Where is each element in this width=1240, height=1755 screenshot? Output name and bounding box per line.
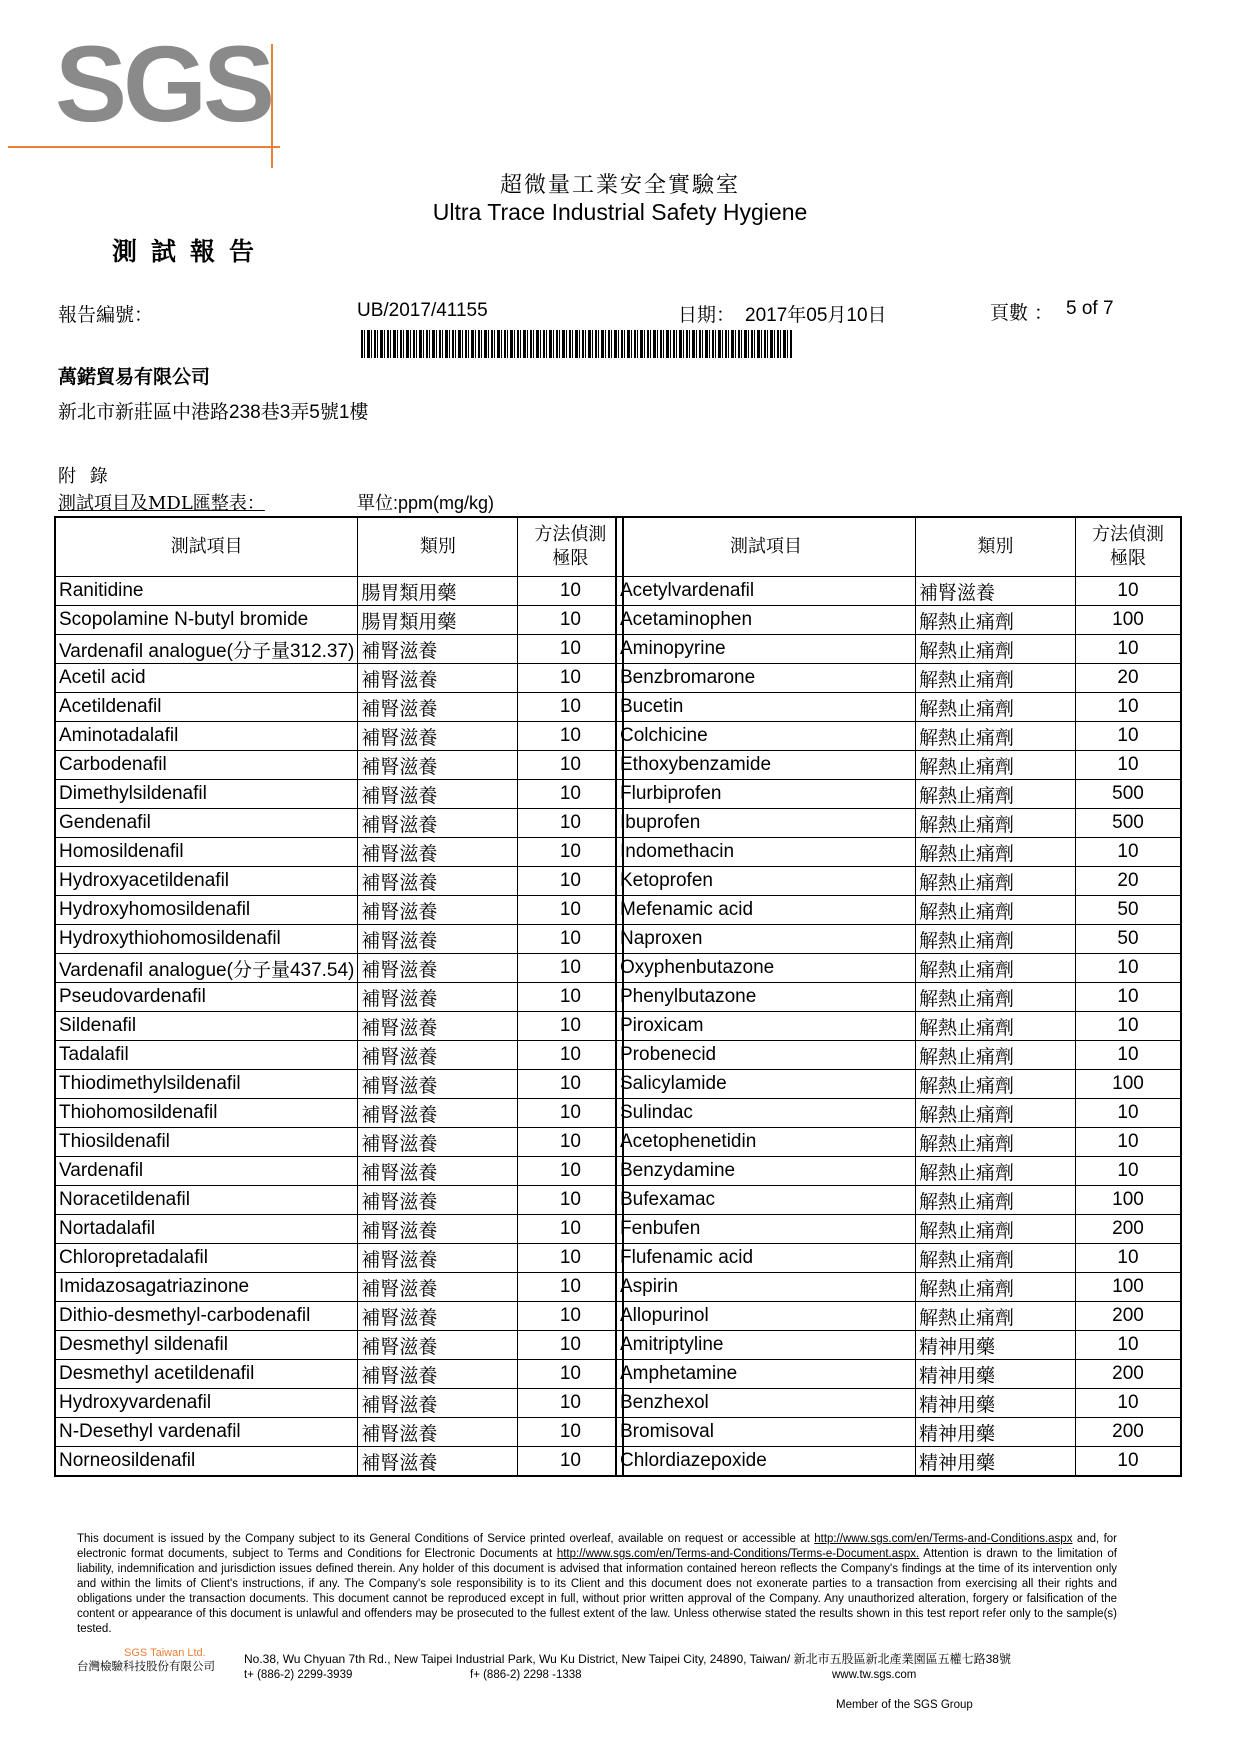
logo-divider-horizontal bbox=[8, 146, 280, 148]
mdl-cell: 10 bbox=[518, 954, 624, 983]
test-item-cell: Norneosildenafil bbox=[55, 1447, 358, 1477]
test-item-cell: Vardenafil analogue(分子量437.54) bbox=[55, 954, 358, 983]
category-cell: 解熱止痛劑 bbox=[916, 606, 1076, 635]
mdl-cell: 10 bbox=[1076, 954, 1182, 983]
mdl-cell: 10 bbox=[1076, 635, 1182, 664]
test-item-cell: Acetildenafil bbox=[55, 693, 358, 722]
mdl-cell: 10 bbox=[518, 983, 624, 1012]
table-row bbox=[616, 1157, 1181, 1186]
mdl-cell: 10 bbox=[1076, 1012, 1182, 1041]
table-row bbox=[55, 983, 623, 1012]
category-cell: 補腎滋養 bbox=[358, 635, 518, 664]
table-row bbox=[55, 1012, 623, 1041]
test-item-cell: Desmethyl sildenafil bbox=[55, 1331, 358, 1360]
mdl-cell: 10 bbox=[518, 1128, 624, 1157]
category-cell: 解熱止痛劑 bbox=[916, 1041, 1076, 1070]
table-row bbox=[55, 577, 623, 606]
mdl-cell: 10 bbox=[1076, 1157, 1182, 1186]
page-number: 5 of 7 bbox=[1066, 298, 1114, 319]
mdl-cell: 200 bbox=[1076, 1302, 1182, 1331]
test-item-cell: Carbodenafil bbox=[55, 751, 358, 780]
header-test-item: 測試項目 bbox=[55, 517, 358, 577]
table-row bbox=[616, 780, 1181, 809]
header-category: 類別 bbox=[916, 517, 1076, 577]
mdl-cell: 10 bbox=[1076, 1331, 1182, 1360]
table-row bbox=[55, 1418, 623, 1447]
test-item-cell: Flufenamic acid bbox=[616, 1244, 916, 1273]
test-item-cell: Chloropretadalafil bbox=[55, 1244, 358, 1273]
table-row bbox=[616, 838, 1181, 867]
table-row bbox=[616, 1128, 1181, 1157]
test-item-cell: Hydroxythiohomosildenafil bbox=[55, 925, 358, 954]
table-row bbox=[55, 693, 623, 722]
test-item-cell: Dimethylsildenafil bbox=[55, 780, 358, 809]
test-item-cell: Scopolamine N-butyl bromide bbox=[55, 606, 358, 635]
category-cell: 解熱止痛劑 bbox=[916, 1012, 1076, 1041]
category-cell: 補腎滋養 bbox=[358, 693, 518, 722]
test-item-cell: Sulindac bbox=[616, 1099, 916, 1128]
mdl-cell: 10 bbox=[1076, 1389, 1182, 1418]
test-item-cell: Sildenafil bbox=[55, 1012, 358, 1041]
table-row bbox=[55, 809, 623, 838]
test-item-cell: Aminotadalafil bbox=[55, 722, 358, 751]
table-row bbox=[55, 606, 623, 635]
category-cell: 解熱止痛劑 bbox=[916, 693, 1076, 722]
test-item-cell: Vardenafil analogue(分子量312.37) bbox=[55, 635, 358, 664]
category-cell: 解熱止痛劑 bbox=[916, 722, 1076, 751]
table-row bbox=[616, 1360, 1181, 1389]
table-row bbox=[55, 1273, 623, 1302]
table-row bbox=[616, 1186, 1181, 1215]
category-cell: 補腎滋養 bbox=[358, 1273, 518, 1302]
test-item-cell: Acetylvardenafil bbox=[616, 577, 916, 606]
test-item-cell: Mefenamic acid bbox=[616, 896, 916, 925]
mdl-cell: 20 bbox=[1076, 867, 1182, 896]
mdl-cell: 10 bbox=[518, 1244, 624, 1273]
table-row bbox=[55, 954, 623, 983]
mdl-cell: 100 bbox=[1076, 606, 1182, 635]
table-row bbox=[55, 1070, 623, 1099]
table-row bbox=[55, 925, 623, 954]
member-of-sgs: Member of the SGS Group bbox=[836, 1699, 973, 1711]
category-cell: 解熱止痛劑 bbox=[916, 1186, 1076, 1215]
mdl-cell: 500 bbox=[1076, 780, 1182, 809]
table-row bbox=[616, 1099, 1181, 1128]
table-row bbox=[616, 635, 1181, 664]
category-cell: 補腎滋養 bbox=[358, 1070, 518, 1099]
test-item-cell: Gendenafil bbox=[55, 809, 358, 838]
test-item-cell: Oxyphenbutazone bbox=[616, 954, 916, 983]
table-row bbox=[616, 1418, 1181, 1447]
mdl-cell: 10 bbox=[518, 1186, 624, 1215]
test-item-cell: Naproxen bbox=[616, 925, 916, 954]
category-cell: 補腎滋養 bbox=[358, 1012, 518, 1041]
category-cell: 補腎滋養 bbox=[358, 1244, 518, 1273]
logo-divider-vertical bbox=[271, 44, 273, 168]
category-cell: 補腎滋養 bbox=[358, 722, 518, 751]
category-cell: 補腎滋養 bbox=[358, 1302, 518, 1331]
category-cell: 補腎滋養 bbox=[916, 577, 1076, 606]
category-cell: 解熱止痛劑 bbox=[916, 1244, 1076, 1273]
mdl-cell: 10 bbox=[518, 1070, 624, 1099]
category-cell: 精神用藥 bbox=[916, 1389, 1076, 1418]
mdl-cell: 10 bbox=[518, 751, 624, 780]
mdl-cell: 10 bbox=[1076, 693, 1182, 722]
category-cell: 解熱止痛劑 bbox=[916, 954, 1076, 983]
category-cell: 補腎滋養 bbox=[358, 1447, 518, 1477]
category-cell: 解熱止痛劑 bbox=[916, 1302, 1076, 1331]
mdl-cell: 200 bbox=[1076, 1360, 1182, 1389]
unit-label: 單位:ppm(mg/kg) bbox=[357, 493, 495, 513]
mdl-cell: 10 bbox=[518, 925, 624, 954]
mdl-cell: 10 bbox=[518, 1389, 624, 1418]
category-cell: 補腎滋養 bbox=[358, 983, 518, 1012]
mdl-cell: 10 bbox=[518, 635, 624, 664]
category-cell: 解熱止痛劑 bbox=[916, 1157, 1076, 1186]
category-cell: 補腎滋養 bbox=[358, 867, 518, 896]
test-item-cell: Phenylbutazone bbox=[616, 983, 916, 1012]
report-number-label: 報告編號： bbox=[58, 304, 154, 326]
table-row bbox=[55, 780, 623, 809]
category-cell: 補腎滋養 bbox=[358, 925, 518, 954]
table-row bbox=[55, 1099, 623, 1128]
mdl-cell: 10 bbox=[518, 1273, 624, 1302]
test-item-cell: Probenecid bbox=[616, 1041, 916, 1070]
table-row bbox=[55, 751, 623, 780]
category-cell: 補腎滋養 bbox=[358, 1418, 518, 1447]
mdl-cell: 10 bbox=[1076, 983, 1182, 1012]
test-item-cell: Ranitidine bbox=[55, 577, 358, 606]
table-row bbox=[616, 867, 1181, 896]
mdl-cell: 20 bbox=[1076, 664, 1182, 693]
client-company: 萬鍩貿易有限公司 bbox=[58, 367, 211, 388]
test-item-cell: N-Desethyl vardenafil bbox=[55, 1418, 358, 1447]
mdl-cell: 10 bbox=[518, 693, 624, 722]
test-item-cell: Thiosildenafil bbox=[55, 1128, 358, 1157]
test-item-cell: Benzhexol bbox=[616, 1389, 916, 1418]
category-cell: 解熱止痛劑 bbox=[916, 635, 1076, 664]
mdl-cell: 10 bbox=[518, 1447, 624, 1477]
mdl-cell: 500 bbox=[1076, 809, 1182, 838]
test-item-cell: Ibuprofen bbox=[616, 809, 916, 838]
category-cell: 解熱止痛劑 bbox=[916, 838, 1076, 867]
table-row bbox=[55, 1302, 623, 1331]
category-cell: 補腎滋養 bbox=[358, 1099, 518, 1128]
mdl-cell: 10 bbox=[1076, 1447, 1182, 1477]
report-title: 測試報告 bbox=[112, 237, 269, 266]
table-row bbox=[616, 1447, 1181, 1477]
category-cell: 補腎滋養 bbox=[358, 1128, 518, 1157]
category-cell: 解熱止痛劑 bbox=[916, 925, 1076, 954]
category-cell: 補腎滋養 bbox=[358, 780, 518, 809]
header-category: 類別 bbox=[358, 517, 518, 577]
category-cell: 解熱止痛劑 bbox=[916, 1128, 1076, 1157]
page-label: 頁數 ： bbox=[990, 302, 1054, 324]
table-row bbox=[55, 635, 623, 664]
mdl-cell: 10 bbox=[518, 809, 624, 838]
mdl-cell: 10 bbox=[1076, 751, 1182, 780]
date-label: 日期： bbox=[678, 305, 736, 326]
category-cell: 補腎滋養 bbox=[358, 1215, 518, 1244]
test-item-cell: Homosildenafil bbox=[55, 838, 358, 867]
mdl-cell: 10 bbox=[518, 577, 624, 606]
table-row bbox=[616, 954, 1181, 983]
test-item-cell: Vardenafil bbox=[55, 1157, 358, 1186]
table-header-row bbox=[616, 517, 1181, 577]
telephone: t+ (886-2) 2299-3939 bbox=[244, 1669, 353, 1681]
mdl-cell: 10 bbox=[518, 1302, 624, 1331]
test-item-cell: Nortadalafil bbox=[55, 1215, 358, 1244]
table-row bbox=[616, 809, 1181, 838]
company-address: No.38, Wu Chyuan 7th Rd., New Taipei Industrial Park, Wu Ku District, New Taipei City, 24890, Taiwan/ 新北市五股區新北產業園區五權七路38號 bbox=[244, 1652, 1011, 1666]
website: www.tw.sgs.com bbox=[832, 1669, 917, 1681]
table-row bbox=[616, 1331, 1181, 1360]
table-row bbox=[55, 1389, 623, 1418]
lab-name-english: Ultra Trace Industrial Safety Hygiene bbox=[432, 199, 808, 225]
table-row bbox=[616, 896, 1181, 925]
category-cell: 解熱止痛劑 bbox=[916, 1215, 1076, 1244]
barcode bbox=[361, 330, 792, 358]
mdl-cell: 10 bbox=[1076, 722, 1182, 751]
mdl-cell: 10 bbox=[518, 664, 624, 693]
header-mdl: 方法偵測 極限 bbox=[518, 517, 624, 577]
test-item-cell: Thiodimethylsildenafil bbox=[55, 1070, 358, 1099]
e-document-terms-link[interactable]: http://www.sgs.com/en/Terms-and-Conditions/Terms-e-Document.aspx. bbox=[556, 1548, 920, 1560]
test-item-cell: Desmethyl acetildenafil bbox=[55, 1360, 358, 1389]
mdl-cell: 10 bbox=[1076, 1128, 1182, 1157]
test-item-cell: Noracetildenafil bbox=[55, 1186, 358, 1215]
mdl-cell: 10 bbox=[518, 896, 624, 925]
mdl-cell: 100 bbox=[1076, 1070, 1182, 1099]
category-cell: 精神用藥 bbox=[916, 1447, 1076, 1477]
terms-link[interactable]: http://www.sgs.com/en/Terms-and-Conditions.aspx bbox=[814, 1533, 1073, 1545]
mdl-table-right bbox=[615, 516, 1182, 1477]
table-row bbox=[55, 867, 623, 896]
category-cell: 補腎滋養 bbox=[358, 1331, 518, 1360]
mdl-cell: 10 bbox=[518, 722, 624, 751]
mdl-cell: 10 bbox=[518, 1099, 624, 1128]
report-date: 2017年05月10日 bbox=[745, 305, 887, 326]
sgs-taiwan-label: SGS Taiwan Ltd. bbox=[124, 1647, 206, 1659]
mdl-cell: 10 bbox=[518, 1331, 624, 1360]
test-item-cell: Aminopyrine bbox=[616, 635, 916, 664]
category-cell: 解熱止痛劑 bbox=[916, 1273, 1076, 1302]
category-cell: 解熱止痛劑 bbox=[916, 867, 1076, 896]
category-cell: 精神用藥 bbox=[916, 1360, 1076, 1389]
table-row bbox=[616, 925, 1181, 954]
test-item-cell: Allopurinol bbox=[616, 1302, 916, 1331]
test-item-cell: Bufexamac bbox=[616, 1186, 916, 1215]
category-cell: 補腎滋養 bbox=[358, 896, 518, 925]
company-name-chinese: 台灣檢驗科技股份有限公司 bbox=[77, 1661, 215, 1673]
mdl-cell: 50 bbox=[1076, 896, 1182, 925]
table-row bbox=[616, 1244, 1181, 1273]
fax: f+ (886-2) 2298 -1338 bbox=[470, 1669, 582, 1681]
category-cell: 解熱止痛劑 bbox=[916, 1070, 1076, 1099]
table-row bbox=[55, 1215, 623, 1244]
table-row bbox=[55, 1157, 623, 1186]
test-item-cell: Amphetamine bbox=[616, 1360, 916, 1389]
mdl-cell: 10 bbox=[518, 1041, 624, 1070]
category-cell: 補腎滋養 bbox=[358, 1360, 518, 1389]
category-cell: 補腎滋養 bbox=[358, 838, 518, 867]
test-item-cell: Hydroxyhomosildenafil bbox=[55, 896, 358, 925]
table-row bbox=[55, 838, 623, 867]
table-row bbox=[55, 664, 623, 693]
test-item-cell: Ethoxybenzamide bbox=[616, 751, 916, 780]
test-item-cell: Bucetin bbox=[616, 693, 916, 722]
table-row bbox=[616, 983, 1181, 1012]
category-cell: 精神用藥 bbox=[916, 1331, 1076, 1360]
category-cell: 補腎滋養 bbox=[358, 1389, 518, 1418]
mdl-cell: 10 bbox=[518, 1215, 624, 1244]
lab-name-chinese: 超微量工業安全實驗室 bbox=[499, 173, 740, 198]
table-row bbox=[55, 1360, 623, 1389]
mdl-cell: 10 bbox=[518, 1360, 624, 1389]
mdl-cell: 10 bbox=[1076, 577, 1182, 606]
test-item-cell: Imidazosagatriazinone bbox=[55, 1273, 358, 1302]
mdl-cell: 100 bbox=[1076, 1186, 1182, 1215]
test-item-cell: Pseudovardenafil bbox=[55, 983, 358, 1012]
mdl-cell: 10 bbox=[518, 867, 624, 896]
test-item-cell: Bromisoval bbox=[616, 1418, 916, 1447]
table-row bbox=[55, 1244, 623, 1273]
table-row bbox=[616, 1302, 1181, 1331]
table-row bbox=[616, 1389, 1181, 1418]
mdl-cell: 50 bbox=[1076, 925, 1182, 954]
category-cell: 補腎滋養 bbox=[358, 751, 518, 780]
mdl-cell: 10 bbox=[1076, 1244, 1182, 1273]
mdl-cell: 10 bbox=[518, 838, 624, 867]
mdl-cell: 10 bbox=[1076, 1041, 1182, 1070]
category-cell: 補腎滋養 bbox=[358, 809, 518, 838]
table-row bbox=[55, 1041, 623, 1070]
table-row bbox=[616, 606, 1181, 635]
test-item-cell: Acetophenetidin bbox=[616, 1128, 916, 1157]
table-row bbox=[616, 693, 1181, 722]
test-item-cell: Dithio-desmethyl-carbodenafil bbox=[55, 1302, 358, 1331]
test-item-cell: Tadalafil bbox=[55, 1041, 358, 1070]
report-number: UB/2017/41155 bbox=[357, 300, 488, 321]
mdl-cell: 10 bbox=[518, 1418, 624, 1447]
test-item-cell: Flurbiprofen bbox=[616, 780, 916, 809]
test-item-cell: Hydroxyacetildenafil bbox=[55, 867, 358, 896]
mdl-table-left bbox=[54, 516, 624, 1477]
category-cell: 解熱止痛劑 bbox=[916, 664, 1076, 693]
table-row bbox=[616, 577, 1181, 606]
category-cell: 解熱止痛劑 bbox=[916, 983, 1076, 1012]
category-cell: 補腎滋養 bbox=[358, 954, 518, 983]
mdl-cell: 200 bbox=[1076, 1418, 1182, 1447]
table-row bbox=[55, 896, 623, 925]
mdl-cell: 10 bbox=[1076, 1099, 1182, 1128]
test-item-cell: Benzbromarone bbox=[616, 664, 916, 693]
category-cell: 解熱止痛劑 bbox=[916, 896, 1076, 925]
table-row bbox=[616, 1070, 1181, 1099]
test-item-cell: Salicylamide bbox=[616, 1070, 916, 1099]
category-cell: 補腎滋養 bbox=[358, 1186, 518, 1215]
test-item-cell: Acetaminophen bbox=[616, 606, 916, 635]
header-test-item: 測試項目 bbox=[616, 517, 916, 577]
table-row bbox=[616, 664, 1181, 693]
table-row bbox=[55, 1331, 623, 1360]
mdl-cell: 10 bbox=[518, 1157, 624, 1186]
mdl-cell: 10 bbox=[518, 1012, 624, 1041]
category-cell: 解熱止痛劑 bbox=[916, 1099, 1076, 1128]
test-item-cell: Hydroxyvardenafil bbox=[55, 1389, 358, 1418]
test-item-cell: Colchicine bbox=[616, 722, 916, 751]
table-row bbox=[55, 1186, 623, 1215]
test-item-cell: Fenbufen bbox=[616, 1215, 916, 1244]
table-row bbox=[55, 1128, 623, 1157]
table-row bbox=[55, 1447, 623, 1477]
table-title: 測試項目及MDL匯整表： bbox=[58, 493, 265, 514]
category-cell: 腸胃類用藥 bbox=[358, 606, 518, 635]
category-cell: 補腎滋養 bbox=[358, 664, 518, 693]
category-cell: 精神用藥 bbox=[916, 1418, 1076, 1447]
table-row bbox=[616, 1012, 1181, 1041]
category-cell: 解熱止痛劑 bbox=[916, 751, 1076, 780]
table-row bbox=[55, 722, 623, 751]
test-item-cell: Indomethacin bbox=[616, 838, 916, 867]
test-item-cell: Chlordiazepoxide bbox=[616, 1447, 916, 1477]
mdl-cell: 100 bbox=[1076, 1273, 1182, 1302]
mdl-cell: 10 bbox=[1076, 838, 1182, 867]
test-item-cell: Aspirin bbox=[616, 1273, 916, 1302]
test-item-cell: Piroxicam bbox=[616, 1012, 916, 1041]
category-cell: 解熱止痛劑 bbox=[916, 780, 1076, 809]
table-row bbox=[616, 1215, 1181, 1244]
test-item-cell: Thiohomosildenafil bbox=[55, 1099, 358, 1128]
table-row bbox=[616, 751, 1181, 780]
category-cell: 解熱止痛劑 bbox=[916, 809, 1076, 838]
test-item-cell: Acetil acid bbox=[55, 664, 358, 693]
legal-disclaimer: This document is issued by the Company subject to its General Conditions of Service printed overleaf, available on request or accessible at http://www.sgs.com/en/Terms-and-Conditions.aspx and, for electronic format documents, subject to Terms and Conditions for Electronic Documents at http://www.sgs.com/en/Terms-and-Conditions/Terms-e-Document.aspx. Attention is drawn to the limitation of liability, indemnification and jurisdiction issues defined therein. Any holder of this document is advised that information contained hereon reflects the Company's findings at the time of its intervention only and within the limits of Client's instructions, if any. The Company's sole responsibility is to its Client and this document does not exonerate parties to a transaction from exercising all their rights and obligations under the transaction documents. This document cannot be reproduced except in full, without prior written approval of the Company. Any unauthorized alteration, forgery or falsification of the content or appearance of this document is unlawful and offenders may be prosecuted to the fullest extent of the law. Unless otherwise stated the results shown in this test report refer only to the sample(s) tested. bbox=[77, 1533, 1117, 1635]
category-cell: 補腎滋養 bbox=[358, 1157, 518, 1186]
table-header-row bbox=[55, 517, 623, 577]
header-mdl: 方法偵測 極限 bbox=[1076, 517, 1182, 577]
sgs-logo: SGS bbox=[55, 23, 272, 144]
category-cell: 腸胃類用藥 bbox=[358, 577, 518, 606]
client-address: 新北市新莊區中港路238巷3弄5號1樓 bbox=[58, 402, 369, 423]
mdl-cell: 200 bbox=[1076, 1215, 1182, 1244]
mdl-cell: 10 bbox=[518, 606, 624, 635]
mdl-cell: 10 bbox=[518, 780, 624, 809]
test-item-cell: Amitriptyline bbox=[616, 1331, 916, 1360]
table-row bbox=[616, 1041, 1181, 1070]
category-cell: 補腎滋養 bbox=[358, 1041, 518, 1070]
table-row bbox=[616, 722, 1181, 751]
test-item-cell: Benzydamine bbox=[616, 1157, 916, 1186]
appendix-label: 附 錄 bbox=[58, 466, 112, 487]
table-row bbox=[616, 1273, 1181, 1302]
test-item-cell: Ketoprofen bbox=[616, 867, 916, 896]
